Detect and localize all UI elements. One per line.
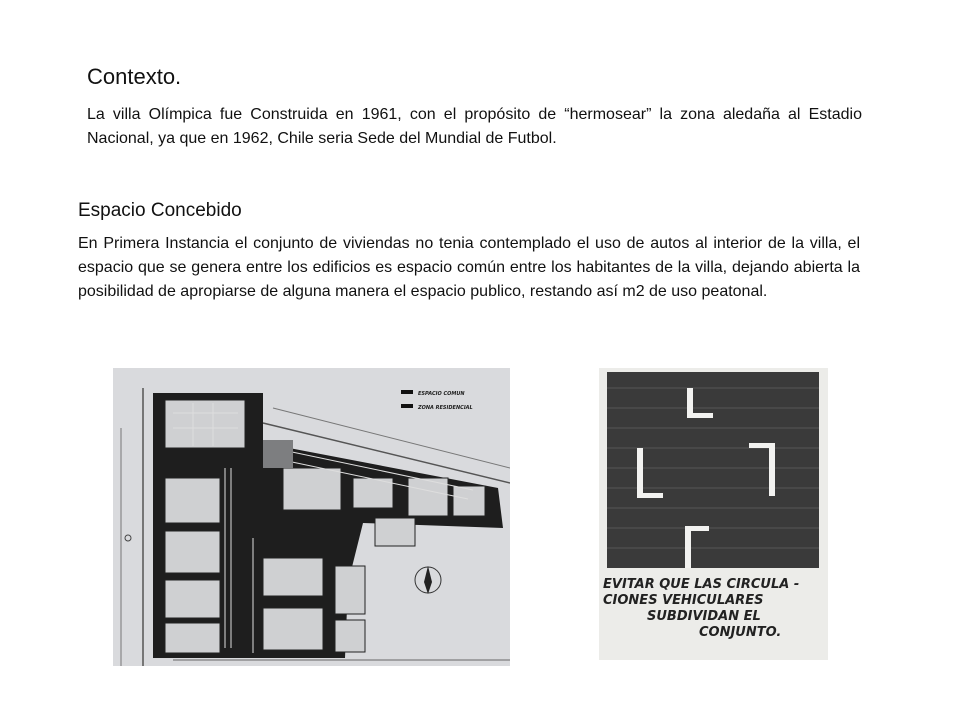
concept-diagram-drawing (599, 368, 828, 660)
diagram-caption-line-3: SUBDIVIDAN EL (647, 609, 761, 624)
diagram-caption-line-4: CONJUNTO. (699, 625, 782, 640)
paragraph-contexto: La villa Olímpica fue Construida en 1961, con el propósito de “hermosear” la zona aledaña al Estadio Nacional, ya que en 1962, Chile seria Sede del Mundial de Futbol. (87, 106, 862, 147)
concept-diagram-image (599, 368, 828, 660)
plan-legend-1: ESPACIO COMUN (418, 391, 465, 397)
site-plan-drawing (113, 368, 510, 666)
diagram-caption-line-1: EVITAR QUE LAS CIRCULA - (603, 577, 800, 592)
paragraph-espacio-concebido: En Primera Instancia el conjunto de viviendas no tenia contemplado el uso de autos al interior de la villa, el espacio que se genera entre los edificios es espacio común entre los habitantes de la villa, dejando abierta la posibilidad de apropiarse de alguna manera el espacio publico, restando así m2 de uso peatonal. (78, 235, 860, 300)
plan-legend-2: ZONA RESIDENCIAL (418, 405, 473, 411)
section-title-espacio-concebido: Espacio Concebido (78, 200, 242, 221)
diagram-caption-line-2: CIONES VEHICULARES (603, 593, 764, 608)
section-title-contexto: Contexto. (87, 64, 182, 89)
site-plan-image (113, 368, 510, 666)
